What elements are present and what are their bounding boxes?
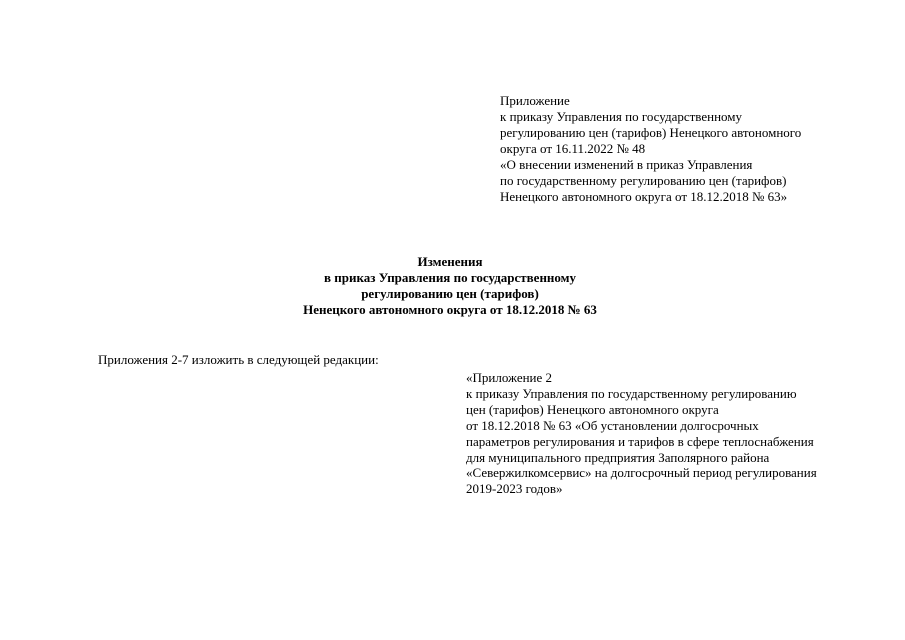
appendix2-header-line: «Приложение 2: [466, 370, 553, 385]
appendix2-header-line: «Севержилкомсервис» на долгосрочный период регулирования: [466, 465, 817, 481]
appendix-header: [500, 93, 801, 205]
appendix2-header-line: для муниципального предприятия Заполярного района: [466, 449, 770, 465]
appendix-header-line: к приказу Управления по государственному: [500, 109, 743, 124]
intro-text: Приложения 2-7 изложить в следующей редакции:: [98, 352, 379, 367]
appendix-header-line: Ненецкого автономного округа от 18.12.2018 № 63»: [500, 189, 788, 204]
appendix2-header-line: цен (тарифов) Ненецкого автономного округа: [466, 401, 719, 417]
changes-title-line: Изменения: [417, 254, 483, 269]
appendix2-header-line: от 18.12.2018 № 63 «Об установлении долгосрочных: [466, 417, 759, 433]
appendix2-header-line: к приказу Управления по государственному регулированию: [466, 385, 797, 401]
changes-title-line: регулированию цен (тарифов): [361, 286, 539, 301]
appendix-header-line: по государственному регулированию цен (тарифов): [500, 173, 787, 188]
appendix2-header-line: 2019-2023 годов»: [466, 481, 563, 497]
changes-title-line: Ненецкого автономного округа от 18.12.2018 № 63: [303, 302, 597, 317]
appendix-header-line: округа от 16.11.2022 № 48: [500, 141, 646, 156]
appendix2-header: [466, 370, 817, 497]
appendix-header-line: Приложение: [500, 93, 570, 108]
appendix-header-line: «О внесении изменений в приказ Управления: [500, 157, 753, 172]
changes-title: [250, 254, 650, 318]
changes-title-line: в приказ Управления по государственному: [323, 270, 577, 285]
appendix2-header-line: параметров регулирования и тарифов в сфере теплоснабжения: [466, 433, 814, 449]
intro-paragraph: [98, 352, 379, 368]
appendix-header-line: регулированию цен (тарифов) Ненецкого автономного: [500, 125, 802, 140]
